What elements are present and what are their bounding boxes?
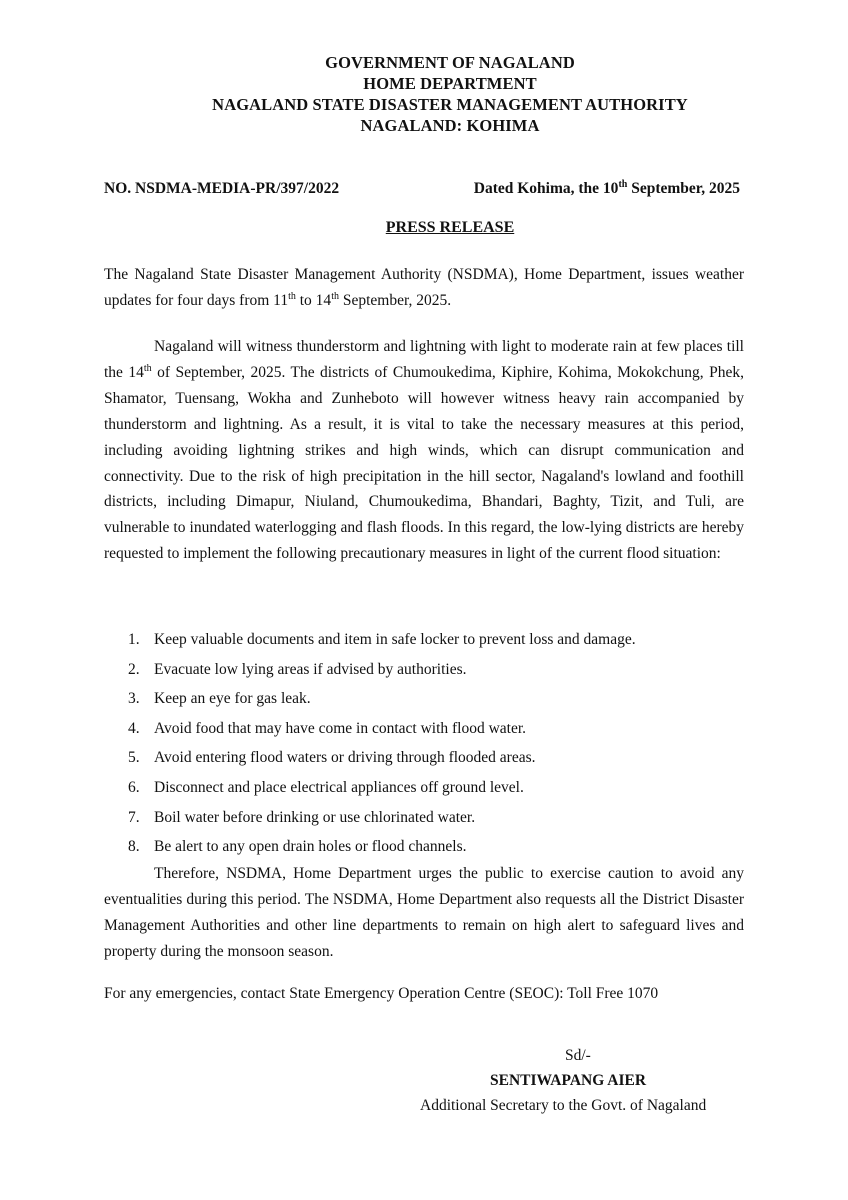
list-number: 3. bbox=[128, 690, 140, 708]
list-text: Avoid entering flood waters or driving through flooded areas. bbox=[154, 749, 536, 767]
signatory-designation: Additional Secretary to the Govt. of Nagaland bbox=[420, 1097, 707, 1114]
date-suffix: September, 2025 bbox=[627, 180, 740, 197]
list-item bbox=[128, 686, 748, 716]
header-government: GOVERNMENT OF NAGALAND bbox=[325, 53, 575, 72]
reference-row bbox=[104, 180, 740, 202]
list-text: Be alert to any open drain holes or flood channels. bbox=[154, 838, 467, 856]
list-text: Avoid food that may have come in contact with flood water. bbox=[154, 719, 527, 737]
closing-paragraph bbox=[104, 861, 744, 965]
list-text: Evacuate low lying areas if advised by authorities. bbox=[154, 660, 467, 678]
list-number: 1. bbox=[128, 631, 140, 648]
signature-sd: Sd/- bbox=[565, 1047, 591, 1064]
emergency-contact: For any emergencies, contact State Emergency Operation Centre (SEOC): Toll Free 1070 bbox=[104, 985, 659, 1002]
signatory-name: SENTIWAPANG AIER bbox=[490, 1072, 647, 1089]
list-text: Disconnect and place electrical appliances off ground level. bbox=[154, 778, 524, 796]
header-location: NAGALAND: KOHIMA bbox=[360, 116, 540, 135]
list-text: Boil water before drinking or use chlorinated water. bbox=[154, 808, 476, 826]
reference-number: NO. NSDMA-MEDIA-PR/397/2022 bbox=[104, 180, 340, 197]
issue-date bbox=[474, 180, 740, 198]
intro-paragraph bbox=[104, 262, 744, 314]
list-number: 2. bbox=[128, 660, 140, 678]
forecast-text-1: Nagaland will witness thunderstorm and lightning with light to moderate rain at few places till the 14 bbox=[104, 338, 744, 381]
header-department: HOME DEPARTMENT bbox=[363, 74, 537, 93]
list-item bbox=[128, 775, 748, 805]
list-item bbox=[128, 745, 748, 775]
date-prefix: Dated Kohima, the 10 bbox=[473, 180, 619, 197]
intro-text-1: The Nagaland State Disaster Management Authority (NSDMA), Home Department, issues weather updates for four days from 11 bbox=[104, 266, 744, 309]
closing-text: Therefore, NSDMA, Home Department urges the public to exercise caution to avoid any eventualities during this period. The NSDMA, Home Department also requests all the District Disaster Management Authorities and other line departments to remain on high alert to safeguard lives and property during the monsoon season. bbox=[104, 865, 744, 960]
precaution-list bbox=[128, 627, 748, 864]
forecast-ordinal: th bbox=[143, 362, 152, 374]
date-ordinal: th bbox=[618, 178, 628, 190]
letterhead bbox=[0, 52, 848, 136]
header-authority: NAGALAND STATE DISASTER MANAGEMENT AUTHORITY bbox=[212, 95, 688, 114]
list-number: 8. bbox=[128, 838, 140, 856]
forecast-text-2: of September, 2025. The districts of Chumoukedima, Kiphire, Kohima, Mokokchung, Phek, Shamator, Tuensang, Wokha and Zunheboto will however witness heavy rain accompanied by thunderstorm and lightning. As a result, it is vital to take the necessary measures at this period, including avoiding lightning strikes and high winds, which can disrupt communication and connectivity. Due to the risk of high precipitation in the hill sector, Nagaland's lowland and foothill districts, including Dimapur, Niuland, Chumoukedima, Bhandari, Baghty, Tizit, and Tuli, are vulnerable to inundated waterlogging and flash floods. In this regard, the low-lying districts are hereby requested to implement the following precautionary measures in light of the current flood situation: bbox=[104, 363, 744, 563]
list-number: 7. bbox=[128, 808, 140, 826]
forecast-paragraph bbox=[104, 334, 744, 567]
list-item bbox=[128, 805, 748, 835]
intro-ordinal-2: th bbox=[331, 290, 339, 302]
document-title bbox=[0, 219, 848, 237]
intro-text-2: to 14 bbox=[295, 291, 332, 309]
intro-ordinal-1: th bbox=[288, 290, 296, 302]
list-number: 5. bbox=[128, 749, 140, 767]
list-number: 6. bbox=[128, 778, 140, 796]
intro-text-3: September, 2025. bbox=[338, 291, 452, 309]
title-text: PRESS RELEASE bbox=[385, 219, 515, 236]
list-item bbox=[128, 657, 748, 687]
list-text: Keep an eye for gas leak. bbox=[154, 690, 311, 708]
list-item bbox=[128, 716, 748, 746]
list-item bbox=[128, 834, 748, 864]
list-number: 4. bbox=[128, 719, 140, 737]
list-item bbox=[128, 627, 748, 657]
list-text: Keep valuable documents and item in safe locker to prevent loss and damage. bbox=[154, 631, 636, 648]
